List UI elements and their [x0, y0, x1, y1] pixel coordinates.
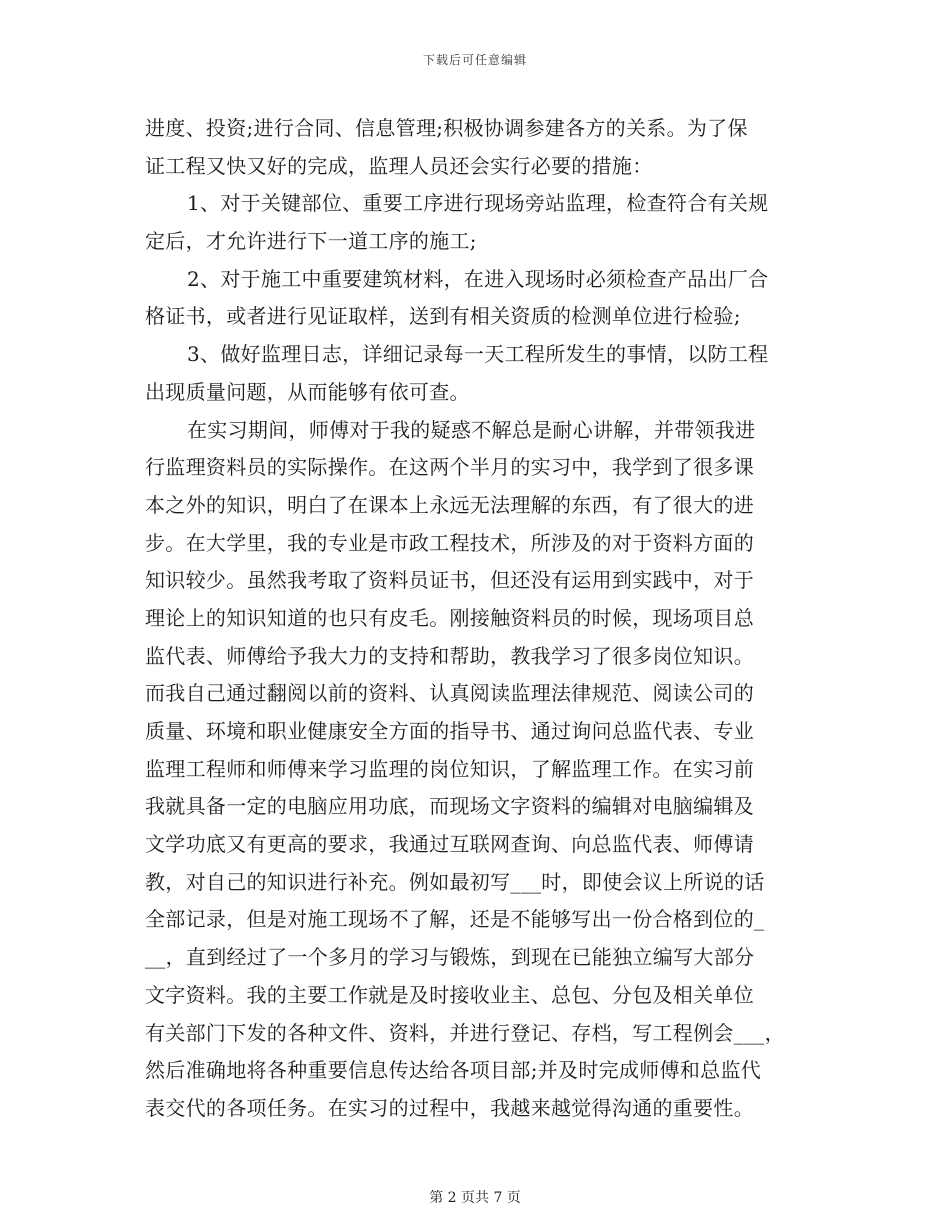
text-line: 质量、环境和职业健康安全方面的指导书、通过询问总监代表、专业: [145, 719, 754, 743]
text-line: 文字资料。我的主要工作就是及时接收业主、总包、分包及相关单位: [145, 982, 754, 1007]
text-line: 本之外的知识，明白了在课本上永远无法理解的东西，有了很大的进: [145, 492, 754, 517]
page-header: 下载后可任意编辑: [422, 53, 527, 67]
text-line: 理论上的知识知道的也只有皮毛。刚接触资料员的时候，现场项目总: [145, 605, 754, 630]
text-line: 行监理资料员的实际操作。在这两个半月的实习中，我学到了很多课: [145, 455, 754, 480]
text-line: 教，对自己的知识进行补充。例如最初写___时，即使会议上所说的话: [145, 869, 765, 894]
text-line: __，直到经过了一个多月的学习与锻炼，到现在已能独立编写大部分: [145, 945, 755, 970]
text-line: 然后准确地将各种重要信息传达给各项目部;并及时完成师傅和总监代: [145, 1058, 762, 1083]
text-line: 知识较少。虽然我考取了资料员证书，但还没有运用到实践中，对于: [145, 568, 754, 593]
text-line: 有关部门下发的各种文件、资料，并进行登记、存档，写工程例会___，: [145, 1020, 785, 1045]
text-line: 进度、投资;进行合同、信息管理;积极协调参建各方的关系。为了保: [145, 116, 748, 140]
text-line: 3、做好监理日志，详细记录每一天工程所发生的事情，以防工程: [187, 342, 769, 367]
text-line: 出现质量问题，从而能够有依可查。: [145, 379, 470, 404]
text-line: 2、对于施工中重要建筑材料，在进入现场时必须检查产品出厂合: [187, 266, 769, 291]
text-line: 在实习期间，师傅对于我的疑惑不解总是耐心讲解，并带领我进: [187, 417, 756, 442]
text-line: 我就具备一定的电脑应用功底，而现场文字资料的编辑对电脑编辑及: [145, 794, 754, 819]
text-line: 1、对于关键部位、重要工序进行现场旁站监理，检查符合有关规: [187, 191, 769, 216]
text-line: 表交代的各项任务。在实习的过程中，我越来越觉得沟通的重要性。: [145, 1095, 754, 1120]
text-line: 全部记录，但是对施工现场不了解，还是不能够写出一份合格到位的_: [145, 907, 765, 932]
text-line: 证工程又快又好的完成，监理人员还会实行必要的措施：: [145, 153, 653, 178]
text-line: 而我自己通过翻阅以前的资料、认真阅读监理法律规范、阅读公司的: [145, 681, 754, 706]
text-line: 监代表、师傅给予我大力的支持和帮助，教我学习了很多岗位知识。: [145, 643, 754, 668]
text-line: 格证书，或者进行见证取样，送到有相关资质的检测单位进行检验;: [145, 304, 741, 329]
page-number-footer: 第 2 页共 7 页: [429, 1190, 521, 1206]
text-line: 步。在大学里，我的专业是市政工程技术，所涉及的对于资料方面的: [145, 530, 754, 555]
text-line: 文学功底又有更高的要求，我通过互联网查询、向总监代表、师傅请: [145, 832, 754, 857]
document-body: [145, 110, 813, 1128]
text-line: 监理工程师和师傅来学习监理的岗位知识，了解监理工作。在实习前: [145, 756, 754, 781]
text-line: 定后，才允许进行下一道工序的施工;: [145, 229, 477, 254]
